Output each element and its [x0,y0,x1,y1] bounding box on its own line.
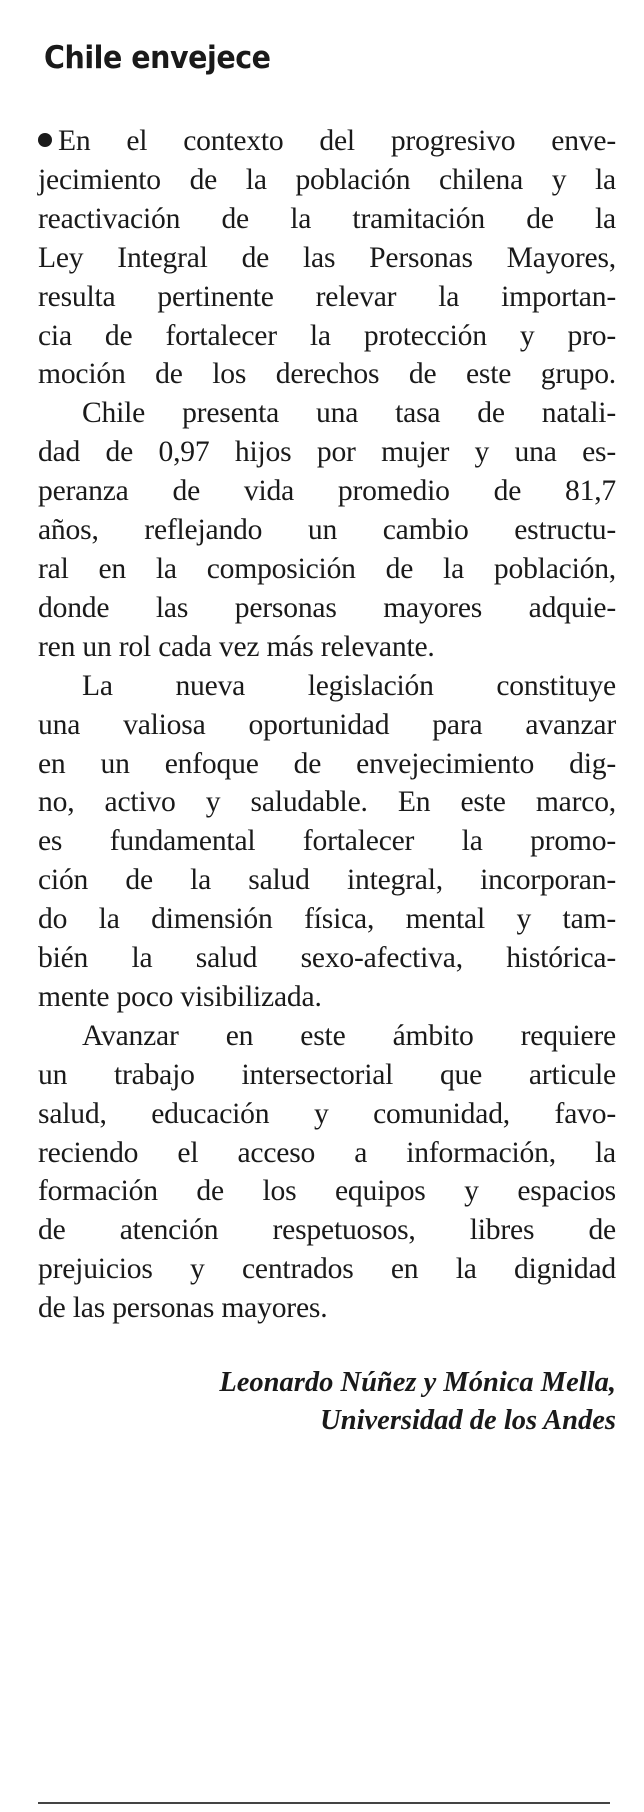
signature-affiliation: Universidad de los Andes [320,1405,616,1437]
paragraph-line: peranza de vida promedio de 81,7 [38,475,616,508]
paragraph-line: moción de los derechos de este grupo. [38,358,616,391]
paragraph-line: de las personas mayores. [38,1292,328,1325]
paragraph-line: un trabajo intersectorial que articule [38,1058,616,1091]
paragraph-line: en un enfoque de envejecimiento dig- [38,747,616,780]
paragraph-line: de atención respetuosos, libres de [38,1214,616,1247]
paragraph-line: dad de 0,97 hijos por mujer y una es- [38,436,616,469]
paragraph-line: años, reflejando un cambio estructu- [38,514,616,547]
paragraph-line: resulta pertinente relevar la importan- [38,280,616,313]
letter-article [38,38,616,1440]
paragraph-line: formación de los equipos y espacios [38,1175,616,1208]
bottom-divider [38,1802,610,1804]
paragraph-line: reciendo el acceso a información, la [38,1136,616,1169]
paragraph-line [38,122,616,161]
bullet-icon [38,133,52,147]
paragraph-line: reactivación de la tramitación de la [38,202,616,235]
paragraph-line: do la dimensión física, mental y tam- [38,903,616,936]
article-signature [38,1364,616,1440]
paragraph-line: bién la salud sexo-afectiva, histórica- [38,942,616,975]
paragraph-3 [38,667,616,1017]
paragraph-1 [38,122,616,394]
line-text: En el contexto del progresivo enve- [58,125,616,157]
paragraph-line: Ley Integral de las Personas Mayores, [38,241,616,274]
paragraph-line: no, activo y saludable. En este marco, [38,786,616,819]
paragraph-line: La nueva legislación constituye [82,669,616,702]
paragraph-line: donde las personas mayores adquie- [38,591,616,624]
paragraph-line: ral en la composición de la población, [38,552,616,585]
paragraph-line: Chile presenta una tasa de natali- [82,397,616,430]
paragraph-line: salud, educación y comunidad, favo- [38,1097,616,1130]
paragraph-line: cia de fortalecer la protección y pro- [38,319,616,352]
paragraph-line: ren un rol cada vez más relevante. [38,630,435,663]
paragraph-line: ción de la salud integral, incorporan- [38,864,616,897]
paragraph-line: mente poco visibilizada. [38,980,322,1013]
paragraph-4 [38,1017,616,1328]
paragraph-line: jecimiento de la población chilena y la [38,163,616,196]
article-headline: Chile envejece [44,40,271,76]
paragraph-line: una valiosa oportunidad para avanzar [38,708,616,741]
paragraph-2 [38,394,616,666]
paragraph-line: es fundamental fortalecer la promo- [38,825,616,858]
paragraph-line: prejuicios y centrados en la dignidad [38,1253,616,1286]
paragraph-line: Avanzar en este ámbito requiere [82,1019,616,1052]
signature-authors: Leonardo Núñez y Mónica Mella, [219,1367,616,1399]
